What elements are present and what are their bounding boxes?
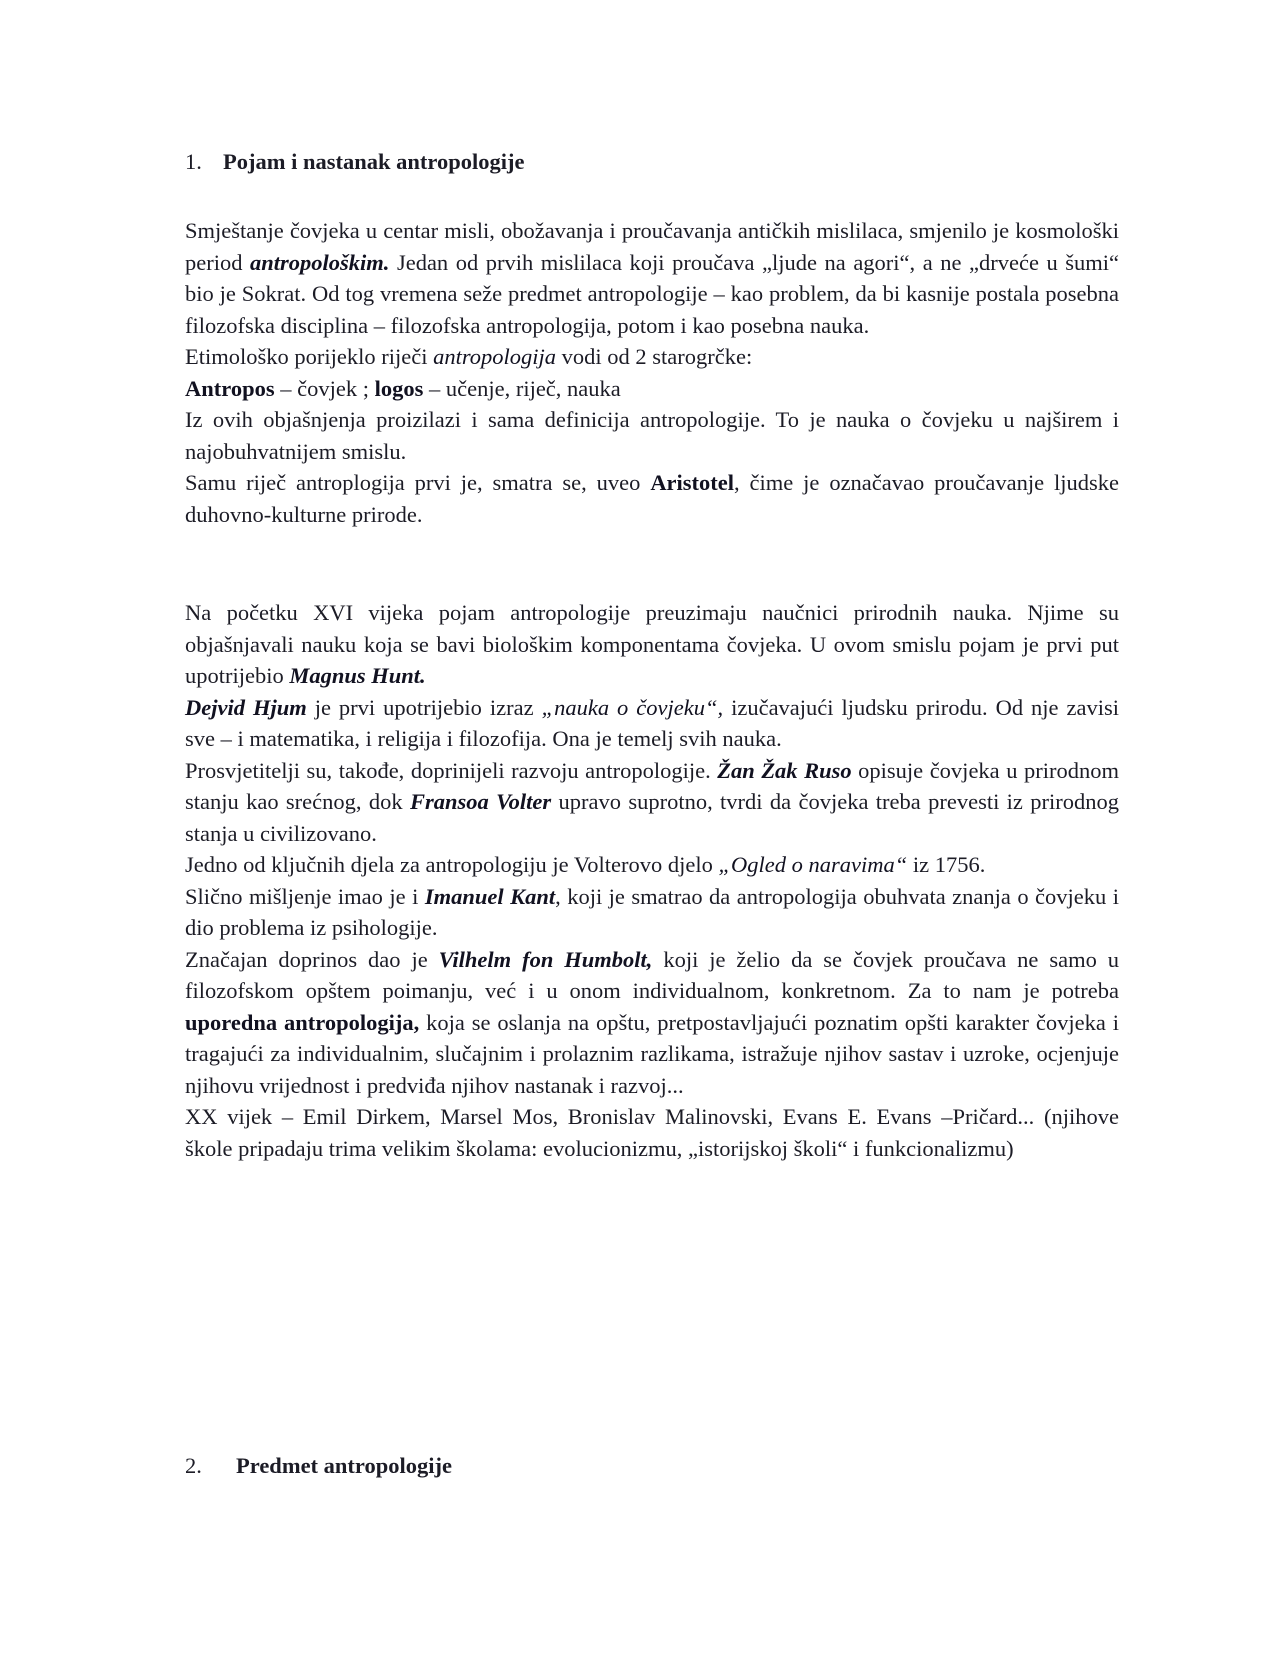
- paragraph-text: , čime je označavao proučavanje ljudske duhovno-kulturne prirode.: [185, 470, 1119, 527]
- paragraph-text: Prosvjetitelji su, takođe, doprinijeli razvoju antropologije.: [185, 757, 718, 783]
- italic-quote: „nauka o čovjeku“,: [541, 694, 724, 720]
- paragraph-text: Na početku XVI vijeka pojam antropologije preuzimaju naučnici prirodnih nauka. Njime su objašnjavali nauku koja se bavi biološkim komponentama čovjeka. U ovom smislu pojam je prvi put upotrijebio: [185, 600, 1119, 688]
- paragraph-text: – učenje, riječ, nauka: [423, 375, 621, 401]
- paragraph-aristotle: [185, 467, 1119, 530]
- term-logos: logos: [374, 375, 424, 401]
- paragraph-text: Smještanje čovjeka u centar misli, obožavanja i proučavanja antičkih mislilaca, smjenilo je kosmološki period: [185, 218, 1119, 275]
- paragraph-enlightenment: [185, 755, 1119, 850]
- paragraph-humbolt: [185, 944, 1119, 1102]
- paragraph-text: izučavajući ljudsku prirodu. Od nje zavisi sve – i matematika, i religija i filozofija. Ona je temelj svih nauka.: [185, 694, 1120, 751]
- name-dejvid-hjum: Dejvid Hjum: [185, 694, 307, 720]
- name-aristotel: Aristotel: [650, 470, 735, 495]
- section-1-heading: [185, 146, 524, 178]
- name-zan-zak-ruso: Žan Žak Ruso: [717, 757, 852, 783]
- italic-work-title: „Ogled o naravima“: [718, 852, 908, 877]
- paragraph-intro: [185, 215, 1119, 341]
- paragraph-text: je prvi upotrijebio izraz: [306, 694, 542, 720]
- section-1-number: 1.: [185, 149, 202, 174]
- name-magnus-hunt: Magnus Hunt.: [289, 663, 426, 688]
- italic-term: antropologija: [433, 344, 557, 369]
- paragraph-text: upravo suprotno, tvrdi da čovjeka treba prevesti iz prirodnog stanja u civilizovano.: [185, 789, 1119, 846]
- paragraph-text: koji je želio da se čovjek proučava ne samo u filozofskom opštem poimanju, već i u onom individualnom, konkretnom. Za to nam je potreba: [185, 946, 1120, 1003]
- paragraph-text: koja se oslanja na opštu, pretpostavljajući poznatim opšti karakter čovjeka i tragajući za individualnim, slučajnim i prolaznim razlikama, istražuje njihov sastav i uzroke, ocjenjuje njihovu vrijednost i predviđa njihov nastanak i razvoj...: [185, 1009, 1119, 1098]
- paragraph-text: Samu riječ antroplogija prvi je, smatra se, uveo: [185, 470, 651, 495]
- paragraph-text: vodi od 2 starogrčke:: [556, 344, 753, 369]
- paragraph-etymology: [185, 341, 1119, 373]
- paragraph-text: Jedno od ključnih djela za antropologiju je Volterovo djelo: [185, 852, 719, 877]
- paragraph-text: Slično mišljenje imao je i: [185, 883, 425, 909]
- name-fransoa-volter: Fransoa Volter: [409, 789, 552, 814]
- paragraph-xx-century: XX vijek – Emil Dirkem, Marsel Mos, Bronislav Malinovski, Evans E. Evans –Pričard... (njihove škole pripadaju trima velikim školama: evolucionizmu, „istorijskoj školi“ i funkcionalizmu): [185, 1104, 1119, 1161]
- emphasis-term: antropološkim.: [250, 249, 390, 275]
- section-1-body-part-2: [185, 597, 1119, 1164]
- paragraph-volter-work: [185, 849, 1119, 881]
- section-1-title: Pojam i nastanak antropologije: [223, 149, 525, 174]
- paragraph-definition: Iz ovih objašnjenja proizilazi i sama definicija antropologije. To je nauka o čovjeku u najširem i najobuhvatnijem smislu.: [185, 407, 1119, 464]
- paragraph-text: Značajan doprinos dao je: [185, 946, 439, 972]
- paragraph-terms: [185, 373, 1119, 405]
- paragraph-text: iz 1756.: [907, 852, 986, 877]
- section-2-title: Predmet antropologije: [236, 1453, 453, 1478]
- paragraph-text: opisuje čovjeka u prirodnom stanju kao srećnog, dok: [185, 757, 1119, 814]
- paragraph-xvi-century: [185, 597, 1119, 692]
- section-1-body-part-1: [185, 215, 1119, 530]
- paragraph-kant: [185, 881, 1119, 944]
- section-2-heading: [185, 1450, 452, 1482]
- name-vilhelm-fon-humbolt: Vilhelm fon Humbolt,: [438, 946, 653, 972]
- section-2-number: 2.: [185, 1453, 202, 1478]
- paragraph-hjum: [185, 692, 1119, 755]
- paragraph-text: Etimološko porijeklo riječi: [185, 344, 434, 369]
- paragraph-text: – čovjek ;: [274, 375, 375, 401]
- term-antropos: Antropos: [185, 375, 275, 401]
- name-imanuel-kant: Imanuel Kant: [424, 883, 556, 909]
- paragraph-text: Jedan od prvih mislilaca koji proučava „ljude na agori“, a ne „drveće u šumi“ bio je Sokrat. Od tog vremena seže predmet antropologije – kao problem, da bi kasnije postala posebna filozofska disciplina – filozofska antropologija, potom i kao posebna nauka.: [185, 249, 1119, 338]
- term-uporedna-antropologija: uporedna antropologija,: [185, 1009, 420, 1035]
- paragraph-text: , koji je smatrao da antropologija obuhvata znanja o čovjeku i dio problema iz psihologije.: [185, 883, 1119, 940]
